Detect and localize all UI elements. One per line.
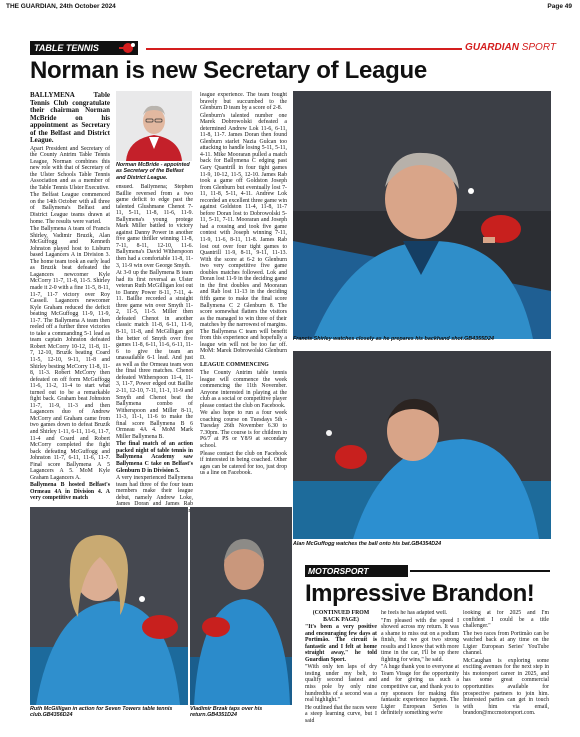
shirley-photo: [293, 91, 551, 339]
paragraph: The final match of an action packed night of table tennis in Ballymena Academy saw Ballymena C take on Belfast's Glenburn D in Division 5.: [116, 441, 193, 474]
mcguffogg-image: [293, 351, 551, 539]
paragraph: ensued. Ballymena; Stephen Baillie reversed from a two game deficit to edge past the talented Glushmane Chenot 7-11, 5-11, 11-8, 11-6, 11-9. Ballymena's young protege Mark Miller battled to victory against Danny Power in another five game thriller winning 11-8, 7-11, 8-11, 12-10, 11-6. Ballymena's David Witherspoon then had a comfortable 11-8, 11-3, 11-9 win over George Smyth.: [116, 184, 193, 269]
brand-logo: [465, 42, 556, 53]
paragraph: "With only ten laps of dry testing under my belt, to qualify second fastest and miss pole by only nine hundredths of a second was a real highlight.": [305, 664, 377, 704]
paragraph: Ballymena B hosted Belfast's Ormeau 4A in Division 4. A very competitive match: [30, 482, 110, 502]
section-tag-table-tennis: [30, 41, 138, 55]
paragraph: Glenburn's talented number one Marek Dobrowolski defeated a determined Andrew Lok 11-6, 6-11, 11-8, 11-7. James Doran then found Glenburn starlet Nazia Gulcan too attacking to handle losing 5-11, 5-11, 4-11. Mike Mooraran pulled a match back for Ballymena C edging past Gary Quantrill in four tight games 11-9, 10-12, 11-5, 12-10. James Rab took a game off Goldston Joseph from Glenburn but eventually lost 7-11, 11-8, 5-11, 4-11. Andrew Lok recorded an excellent three game win against Goldston 11-4, 11-8, 11-7 before Doran lost to Dobrowolski 5-11, 5-11, 7-11. Mooraran and Joseph had a rousing and took five game contest with Joseph winning 7-11, 11-9, 11-6, 8-11, 11-8. James Rab lost out over four tight games to Quantrill 11-9, 8-11, 9-11, 11-13. With the score at 6-2 to Glenburn two very competitive five game doubles matches followed. Lok and Doran lost 11-9 in the deciding game in the first doubles and Mooraran and Rab lost 11-13 in the deciding fifth game to make the final score Ballymena C 2 Glenburn 8. The score somewhat flatters the visitors as the managed to win three of their matches by the narrowest of margins. The Ballymena C team will benefit from this experience and hopefully a league win will not be too far off. MoM: Marek Dobrowolski Glenburn D.: [200, 112, 287, 361]
paragraph: Please contact the club on Facebook if interested in being coached. Other ages can be catered for too, just drop us a line on Facebook.: [200, 450, 287, 477]
brand-name: GUARDIAN: [465, 42, 519, 53]
paragraph: "I'm pleased with the speed I showed across my return. It was a shame to miss out on a podium finish, but we got two strong results and I know that with more time in the car, I'll be up there fighting for wins," he said.: [381, 617, 459, 663]
motorsport-column-1: [305, 610, 377, 732]
brand-rule: [146, 48, 462, 50]
article-column-3: [200, 92, 287, 500]
paragraph: looking at for 2025 and I'm confident I could be a title challenger.": [463, 610, 549, 630]
paragraph: he feels he has adapted well.: [381, 610, 448, 616]
subheading: LEAGUE COMMENCING: [200, 362, 269, 369]
shirley-caption: Francis Shirley watches closely as he prepares his backhand shot.GB4355D24: [293, 336, 495, 342]
page-header: [0, 0, 580, 13]
vladimir-photo: [190, 507, 292, 705]
ruth-caption: Ruth McGilligan in action for Seven Towers table tennis club.GB4356D24: [30, 706, 173, 719]
portrait-image: [116, 91, 192, 161]
paragraph: "It's been a very positive and encouraging few days at Portimão. The circuit is fantastic and I felt at home straight away," he told Guardian Sport.: [305, 624, 377, 663]
brand-sport: SPORT: [521, 42, 556, 53]
article-column-2: [116, 184, 193, 542]
paragraph: He outlined that the races were a steep learning curve, but I said: [305, 704, 377, 724]
paragraph: We also hope to run a four week coaching course on Tuesdays 5th - Tuesday 26th November 6.30 to 7.30pm. The course is for children in P6/7 at PS or Y8/9 at secondary school.: [200, 410, 287, 449]
paragraph: At 3-0 up the Ballymena B team had its first reversal as Ulster veteran Ruth McGilligan lost out to Danny Power 8-11, 7-11, 4-11. Baillie recorded a straight three game win over Smyth 11-2, 11-5, 11-5. Miller then defeated Chenot in another classic match 11-8, 6-11, 11-9, 8-11, 11-8, and McGilligan got the better of Smyth over five games 11-8, 6-11, 11-6, 6-11, 11-6 to give the team an unassailable 6-1 lead. And just as well as the Ormeau team won the final three matches. Chenot defeated Witherspoon 11-4, 11-3, 11-7, Power edged out Baillie 2-11, 12-10, 7-11, 11-1, 11-9 and Smyth and Chenot beat the Ballymena combo of Witherspoon and Miller 8-11, 11-3, 11-1, 11-6 to make the final score Ballymena B 6 Ormeau 4A 4. MoM Mark Miller Ballymena B.: [116, 270, 193, 440]
article-column-1: [30, 92, 110, 534]
shirley-image: [293, 91, 551, 339]
mcguffogg-caption: Alan McGuffogg watches the ball onto his bat.GB4354D24: [293, 541, 442, 547]
paragraph: The two races from Portimão can be watched back at any time on the Ligier European Series' YouTube channel.: [463, 630, 549, 657]
paragraph: The Ballymena A team of Francis Shirley, Vadimir Bruzik, Alan McGuffogg and Kenneth Johnston played host to Lisburn based Lagancers A in Division 3. The home team took an early lead as Bruzik beat defeated the Lagancers newcomer Kyle McCorry 11-7, 11-8, 11-5. Shirley made it 2-0 with a fine 11-5, 8-11, 11-7, 11-7 victory over Roy Cassell. Lagancers newcomer Kyle Graham reduced the deficit beating McGuffogg 11-9, 11-9, 11-7. The Ballymena A team then reeled off a further three victories to take a commanding 5-1 lead as team captain Johnston defeated Robert McCorry 10-12, 11-8, 11-7, 12-10, Bruzik beating Coard 11-5, 12-10, 9-11, 11-8 and Shirley besting McCorry 11-8, 11-8, 11-3. Robert McCorry then defeated on off form McGuffogg 11-6, 11-2, 11-4 to start what turned out to be a remarkable fight back. Graham beat Johnston 11-7, 11-9, 11-3 and then Lagancers duo of Andrew McCorry and Graham came from two games down to defeat Bruzik and Shirley 1-11, 6-11, 11-6, 11-7, 11-4 and Coard and Robert McCorry completed the fight back defeating McGuffogg and Johnston 11-7, 6-11, 11-6, 11-7. Final score Ballymena A 5 Lagancers A 5. MoM Kyle Graham Lagancers A.: [30, 226, 110, 481]
mcguffogg-photo: [293, 351, 551, 539]
paragraph: (CONTINUED FROM BACK PAGE): [312, 610, 370, 623]
paragraph: The Belfast League commenced on the 14th October with all three of Ballymena's Belfast and District League teams drawn at home. The results were varied.: [30, 192, 110, 225]
article-headline: Norman is new Secretary of League: [30, 57, 427, 84]
paragraph: The County Antrim table tennis league will commence the week commencing the 11th November. Anyone interested in playing at the club as a social or competitive player please contact the club on Facebook.: [200, 369, 287, 409]
page-number: Page 49: [547, 3, 572, 10]
bat-and-ball-icon: [116, 42, 136, 54]
paragraph: Apart President and Secretary of the County Antrim Table Tennis League, Norman combines this new role with that of Secretary of the Ulster Schools Table Tennis Association and as a member of the Table Tennis Ulster Executive.: [30, 145, 110, 191]
paragraph: McCaughan is exploring some exciting avenues for the next step in his motorsport career in 2025, and has some great commercial opportunities available for prospective partners to join him. Interested parties can get in touch with him via email, brandon@mccmotorsport.com.: [463, 657, 549, 717]
section-tag-label: TABLE TENNIS: [34, 43, 99, 53]
motorsport-column-2: [381, 610, 459, 732]
motorsport-rule: [410, 570, 550, 572]
vladimir-caption: Vladimir Brzak taps over his return.GB4351D24: [190, 706, 263, 719]
ruth-image: [30, 507, 188, 705]
motorsport-tag-label: MOTORSPORT: [308, 566, 369, 576]
motorsport-column-3: [463, 610, 549, 732]
motorsport-headline: Impressive Brandon!: [305, 580, 535, 607]
paper-date: THE GUARDIAN, 24th October 2024: [6, 3, 116, 10]
portrait-caption: Norman McBride - appointed as Secretary of the Belfast and District League.: [116, 162, 190, 181]
paragraph: "A huge thank you to everyone at Team Virage for the opportunity and for giving us such a competitive car, and thank you to my sponsors for making this fantastic experience happen. The Ligier European Series is definitely something we're: [381, 664, 459, 717]
ruth-photo: [30, 507, 188, 705]
vladimir-image: [190, 507, 292, 705]
article-lead: BALLYMENA Table Tennis Club congratulate their chairman Norman McBride on his appointment as Secretary of the Belfast and District League.: [30, 92, 110, 144]
section-tag-motorsport: [305, 565, 408, 577]
paragraph: A very inexperienced Ballymena team had three of the four team members make their league debut, namely Andrew Loke, James Doran and James Rab: [116, 475, 193, 508]
portrait-photo: [116, 91, 192, 161]
paragraph: league experience. The team fought bravely but succumbed to the Glenburn D team by a score of 2-8.: [200, 92, 287, 112]
